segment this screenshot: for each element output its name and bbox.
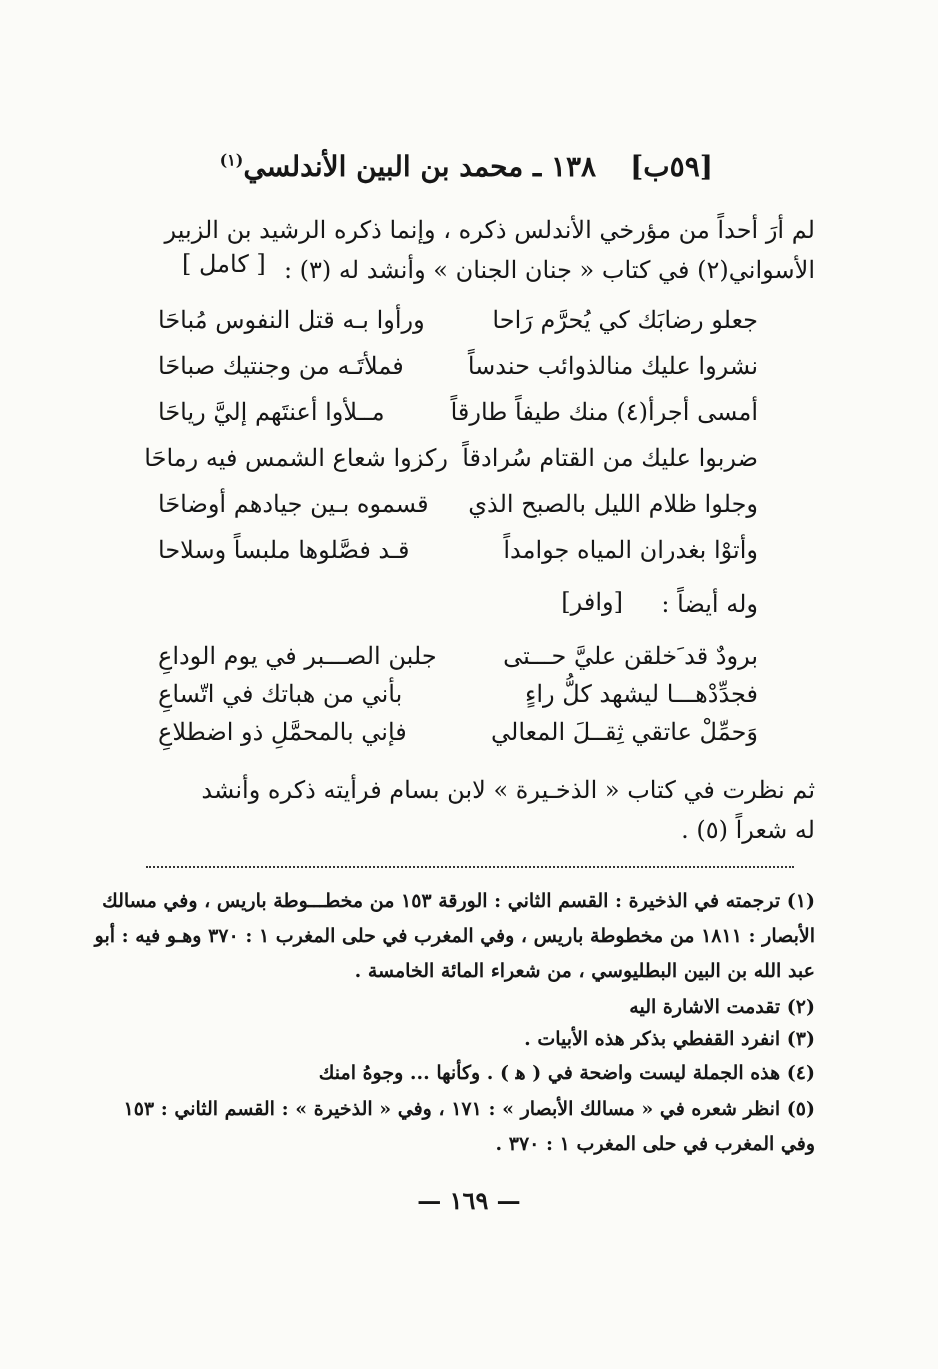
footnote-4 <box>125 1056 815 1091</box>
entry-heading <box>220 150 597 183</box>
verse-second-hemistich: بأني من هباتك في اتّساعِ <box>158 680 403 708</box>
meter-label-2: [وافر] <box>561 588 623 616</box>
verse-first-hemistich: وجلوا ظلام الليل بالصبح الذي <box>468 490 758 518</box>
meter-label-1: [ كامل ] <box>182 250 266 278</box>
footnote-5 <box>125 1092 815 1162</box>
verse-first-hemistich: وأتوْا بغدران المياه جوامداً <box>503 536 758 564</box>
footnote-line: (٣) انفرد القفطي بذكر هذه الأبيات . <box>524 1028 815 1050</box>
footnote-2 <box>125 990 815 1025</box>
footnote-3 <box>125 1022 815 1057</box>
verse-first-hemistich: فجدِّدْهـــا ليشهد كلُّ راءٍ <box>525 680 758 708</box>
folio-marker: [٥٩ب] <box>630 150 713 183</box>
footnote-separator <box>146 866 794 868</box>
poem-2-intro: وله أيضاً : <box>661 590 758 618</box>
title-footnote-ref: (١) <box>219 150 244 170</box>
verse-second-hemistich: قـد فصَّلوها ملبساً وسلاحا <box>158 536 410 564</box>
verse-first-hemistich: جعلو رضابَك كي يُحرَّم رَاحا <box>492 306 758 334</box>
verse-line <box>158 718 758 746</box>
verse-second-hemistich: ركزوا شعاع الشمس فيه رماحَا <box>144 444 448 472</box>
outro-line-2: له شعراً (٥) . <box>681 816 815 844</box>
verse-second-hemistich: مــلأوا أعنتَهم إليَّ رياحَا <box>158 398 385 426</box>
verse-second-hemistich: ورأوا بـه قتل النفوس مُباحَا <box>158 306 425 334</box>
verse-first-hemistich: أمسى أجرأ(٤) منك طيفاً طارقاً <box>450 398 758 426</box>
verse-line <box>158 490 758 518</box>
intro-line-2: الأسواني(٢) في كتاب « جنان الجنان » وأنشد له (٣) : <box>283 256 815 284</box>
page-number: — ١٦٩ — <box>417 1186 521 1215</box>
footnote-line: وفي المغرب في حلى المغرب ١ : ٣٧٠ . <box>495 1133 815 1155</box>
verse-second-hemistich: قسموه بـين جيادهم أوضاحَا <box>158 490 429 518</box>
verse-line <box>158 398 758 426</box>
outro-line-1: ثم نظرت في كتاب « الذخـيرة » لابن بسام فرأيته ذكره وأنشد <box>201 776 815 804</box>
verse-first-hemistich: وَحمِّلْ عاتقي ثِقــلَ المعالي <box>491 718 758 746</box>
verse-second-hemistich: فإني بالمحمَّلِ ذو اضطلاعِ <box>158 718 407 746</box>
verse-second-hemistich: جلبن الصـــبر في يوم الوداعِ <box>158 642 437 670</box>
verse-line <box>144 444 758 472</box>
verse-line <box>158 680 758 708</box>
footnote-line: عبد الله بن البين البطليوسي ، من شعراء المائة الخامسة . <box>354 960 815 982</box>
footnote-line: (٥) انظر شعره في « مسالك الأبصار » : ١٧١ ، وفي « الذخيرة » : القسم الثاني : ١٥٣ <box>123 1098 815 1120</box>
outro-paragraph <box>125 770 815 850</box>
footnote-line: (٤) هذه الجملة ليست واضحة في ( ﻫ ) . وكأنها ... وجوهُ امنك <box>318 1062 815 1084</box>
footnote-line: الأبصار : ١٨١١ من مخطوطة باريس ، وفي المغرب في حلى المغرب ١ : ٣٧٠ وهـو فيه : أبو <box>94 925 815 947</box>
verse-line <box>158 306 758 334</box>
footnote-line: (١) ترجمته في الذخيرة : القسم الثاني : الورقة ١٥٣ من مخطـــوطة باريس ، وفي مسالك <box>102 890 815 912</box>
verse-line <box>158 536 758 564</box>
intro-line-1: لم أرَ أحداً من مؤرخي الأندلس ذكره ، وإنما ذكره الرشيد بن الزبير <box>164 216 815 244</box>
entry-title <box>220 150 713 183</box>
entry-heading-text: ١٣٨ ـ محمد بن البين الأندلسي <box>243 150 597 183</box>
verse-line <box>158 642 758 670</box>
verse-first-hemistich: ضربوا عليك من القتام سُرادقاً <box>462 444 758 472</box>
verse-first-hemistich: نشروا عليك منالذوائب حندساً <box>467 352 758 380</box>
verse-line <box>158 352 758 380</box>
footnote-line: (٢) تقدمت الاشارة اليه <box>629 996 815 1018</box>
verse-first-hemistich: برودٌ قد َخلقن عليَّ حـــتى <box>503 642 758 670</box>
footnote-1 <box>94 884 815 989</box>
verse-second-hemistich: فملأتَـه من وجنتيك صباحَا <box>158 352 404 380</box>
